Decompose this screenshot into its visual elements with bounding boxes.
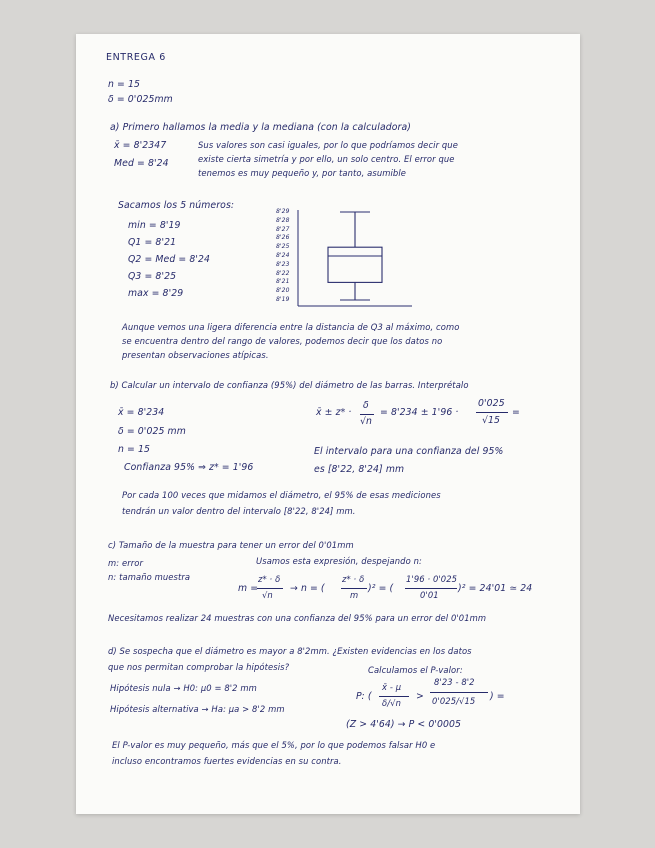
ci-sigma-den: √n (360, 416, 373, 427)
fraction-bar (257, 588, 283, 589)
m-den: √n (262, 590, 273, 600)
five-numbers-title: Sacamos los 5 números: (118, 200, 235, 211)
b-n: n = 15 (118, 444, 151, 455)
pvalue-den: 0'025/√15 (432, 696, 476, 706)
five-number-q2: Q2 = Med = 8'24 (128, 254, 211, 265)
boxplot-tick-label: 8'25 (276, 243, 290, 251)
m-legend: m: error (108, 558, 144, 568)
pvalue-result: (Z > 4'64) → P < 0'0005 (346, 719, 462, 730)
ci-formula-lhs: x̄ ± z* · (316, 407, 352, 418)
five-number-min: min = 8'19 (128, 220, 181, 231)
fraction-bar (430, 692, 488, 693)
ci-sigma-num: δ (363, 400, 369, 411)
section-d-heading: d) Se sospecha que el diámetro es mayor a 8'2mm. ¿Existen evidencias en los datos (108, 646, 472, 656)
ci-equals: = (512, 407, 520, 418)
five-number-q1: Q1 = 8'21 (128, 237, 177, 248)
boxplot-tick-label: 8'29 (276, 208, 290, 215)
confidence-z: Confianza 95% ⇒ z* = 1'96 (124, 462, 254, 473)
fraction-bar (476, 412, 508, 413)
b-mean: x̄ = 8'234 (118, 407, 165, 418)
n-formula-mid: )² = ( (368, 583, 394, 594)
sigma-value: δ = 0'025mm (108, 94, 173, 105)
interval-result: es [8'22, 8'24] mm (314, 464, 405, 475)
conclusion-line: se encuentra dentro del rango de valores, podemos decir que los datos no (122, 336, 443, 346)
boxplot-tick-label: 8'22 (276, 269, 290, 277)
boxplot-tick-label: 8'26 (276, 234, 290, 242)
section-d-heading: que nos permitan comprobar la hipótesis? (108, 662, 290, 672)
ci-den: √15 (482, 415, 501, 426)
comment-line: Sus valores son casi iguales, por lo que podríamos decir que (198, 140, 458, 150)
n-formula: → n = ( (290, 583, 325, 594)
pvalue-close: ) = (490, 691, 505, 702)
gt-sign: > (416, 691, 424, 702)
b-sigma: δ = 0'025 mm (118, 426, 186, 437)
value-num: 1'96 · 0'025 (406, 574, 458, 584)
comment-line: existe cierta simetría y por ello, un solo centro. El error que (198, 154, 455, 164)
n-legend: n: tamaño muestra (108, 572, 191, 582)
ci-formula-mid: = 8'234 ± 1'96 · (380, 407, 459, 418)
pvalue-num: 8'23 - 8'2 (434, 677, 475, 687)
comment-line: tenemos es muy pequeño y, por tanto, asumible (198, 168, 407, 178)
z-num: x̄ - μ (382, 682, 402, 692)
interval-result: El intervalo para una confianza del 95% (314, 446, 504, 457)
boxplot-tick-label: 8'23 (276, 260, 290, 268)
n-result: )² = 24'01 ≃ 24 (458, 583, 533, 594)
m-formula-eq: m = (238, 583, 259, 594)
ci-num: 0'025 (478, 398, 505, 409)
mean-value: x̄ = 8'2347 (114, 140, 167, 151)
fraction-bar (360, 414, 374, 415)
c-note: Usamos esta expresión, despejando n: (256, 556, 422, 566)
c-conclusion: Necesitamos realizar 24 muestras con una confianza del 95% para un error del 0'01mm (108, 613, 487, 623)
page-title: ENTREGA 6 (106, 52, 166, 63)
boxplot-tick-label: 8'19 (276, 296, 290, 303)
d-conclusion-line: incluso encontramos fuertes evidencias en su contra. (112, 756, 342, 766)
inv-den: m (350, 590, 359, 600)
fraction-bar (405, 588, 457, 589)
boxplot-tick-label: 8'28 (276, 216, 290, 224)
notebook-page (76, 34, 580, 814)
sample-size: n = 15 (108, 79, 141, 90)
median-value: Med = 8'24 (114, 158, 169, 169)
conclusion-line: Aunque vemos una ligera diferencia entre la distancia de Q3 al máximo, como (122, 322, 460, 332)
fraction-bar (341, 588, 367, 589)
conclusion-line: presentan observaciones atípicas. (122, 350, 269, 360)
pvalue-title: Calculamos el P-valor: (368, 665, 463, 675)
section-a-heading: a) Primero hallamos la media y la mediana (con la calculadora) (110, 122, 411, 133)
null-hypothesis: Hipótesis nula → H0: μ0 = 8'2 mm (110, 683, 257, 693)
section-c-heading: c) Tamaño de la muestra para tener un error del 0'01mm (108, 540, 354, 550)
boxplot-tick-label: 8'27 (276, 225, 290, 233)
interpretation-line: Por cada 100 veces que midamos el diámetro, el 95% de esas mediciones (122, 490, 441, 500)
value-den: 0'01 (420, 590, 439, 600)
five-number-q3: Q3 = 8'25 (128, 271, 177, 282)
pvalue-lhs: P: ( (356, 691, 372, 702)
fraction-bar (379, 696, 409, 697)
boxplot-tick-label: 8'24 (276, 252, 290, 259)
boxplot-box (328, 247, 382, 282)
d-conclusion-line: El P-valor es muy pequeño, más que el 5%, por lo que podemos falsar H0 e (112, 740, 436, 750)
boxplot-tick-label: 8'21 (276, 278, 290, 286)
m-num: z* · δ (258, 574, 281, 584)
inv-num: z* · δ (342, 574, 365, 584)
z-den: δ/√n (382, 698, 401, 708)
five-number-max: max = 8'29 (128, 288, 184, 299)
alt-hypothesis: Hipótesis alternativa → Ha: μa > 8'2 mm (110, 704, 285, 714)
interpretation-line: tendrán un valor dentro del intervalo [8'22, 8'24] mm. (122, 506, 356, 516)
section-b-heading: b) Calcular un intervalo de confianza (95%) del diámetro de las barras. Interprétalo (110, 380, 469, 390)
boxplot-tick-label: 8'20 (276, 287, 290, 295)
